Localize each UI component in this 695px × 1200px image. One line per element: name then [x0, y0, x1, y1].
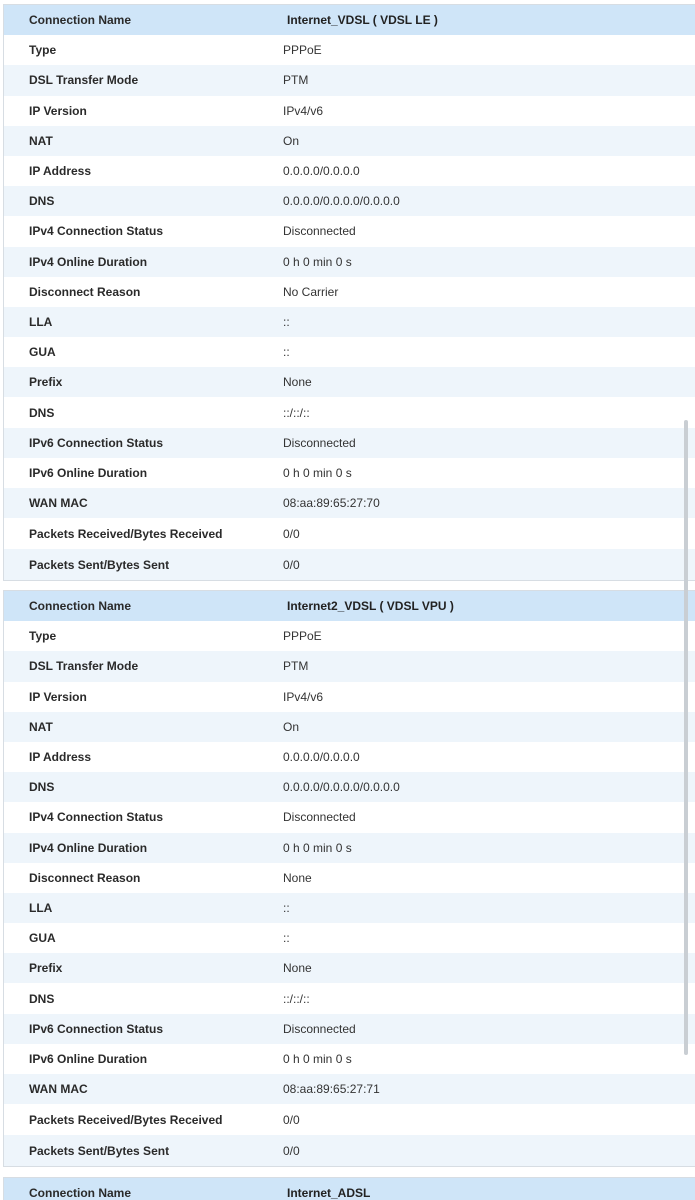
info-row — [4, 953, 695, 983]
row-label: Packets Sent/Bytes Sent — [29, 1143, 170, 1158]
row-label: IPv6 Online Duration — [29, 465, 148, 480]
row-label: DNS — [29, 405, 55, 420]
row-label: DNS — [29, 780, 55, 795]
row-value: IPv4/v6 — [283, 103, 324, 118]
row-label: Disconnect Reason — [29, 870, 141, 885]
row-value: :: — [283, 345, 290, 360]
info-row — [4, 1074, 695, 1104]
row-label: WAN MAC — [29, 1082, 88, 1097]
row-label: Prefix — [29, 375, 63, 390]
info-row — [4, 35, 695, 65]
row-label: Packets Sent/Bytes Sent — [29, 557, 170, 572]
connection-name-row — [4, 591, 695, 621]
row-value: Disconnected — [283, 435, 356, 450]
row-value: 0 h 0 min 0 s — [283, 1051, 352, 1066]
row-label: LLA — [29, 314, 53, 329]
info-row — [4, 1014, 695, 1044]
info-row — [4, 518, 695, 549]
info-row — [4, 923, 695, 953]
connection-name-label: Connection Name — [29, 599, 132, 614]
row-value: 0.0.0.0/0.0.0.0 — [283, 164, 360, 179]
row-value: 0/0 — [283, 526, 300, 541]
row-label: DNS — [29, 194, 55, 209]
info-row — [4, 833, 695, 863]
row-label: IPv4 Connection Status — [29, 224, 164, 239]
row-value: IPv4/v6 — [283, 689, 324, 704]
row-value: PTM — [283, 73, 309, 88]
connection-panel-internet-adsl — [3, 1177, 695, 1200]
connection-name-label: Connection Name — [29, 13, 132, 28]
info-row — [4, 651, 695, 681]
info-row — [4, 1044, 695, 1074]
row-value: 0 h 0 min 0 s — [283, 840, 352, 855]
info-row — [4, 712, 695, 742]
connection-name-row — [4, 1178, 695, 1200]
connection-name-row — [4, 5, 695, 35]
row-value: 0 h 0 min 0 s — [283, 254, 352, 269]
row-label: IPv4 Online Duration — [29, 840, 148, 855]
row-value: PPPoE — [283, 629, 322, 644]
info-row — [4, 621, 695, 651]
row-value: No Carrier — [283, 284, 339, 299]
row-label: Packets Received/Bytes Received — [29, 526, 223, 541]
row-label: IP Version — [29, 689, 87, 704]
row-label: Disconnect Reason — [29, 284, 141, 299]
row-value: ::/::/:: — [283, 991, 310, 1006]
info-row — [4, 186, 695, 216]
vertical-scrollbar-thumb[interactable] — [684, 420, 688, 1055]
row-label: IPv6 Connection Status — [29, 435, 164, 450]
info-row — [4, 216, 695, 246]
row-label: IP Version — [29, 103, 87, 118]
connection-panel-internet2-vdsl — [3, 590, 695, 1167]
row-value: 0 h 0 min 0 s — [283, 465, 352, 480]
row-value: 08:aa:89:65:27:70 — [283, 496, 380, 511]
info-row — [4, 802, 695, 832]
connection-name-label: Connection Name — [29, 1186, 132, 1200]
info-row — [4, 367, 695, 397]
row-label: IP Address — [29, 750, 92, 765]
info-row — [4, 893, 695, 923]
row-label: DNS — [29, 991, 55, 1006]
row-value: 0/0 — [283, 1112, 300, 1127]
info-row — [4, 277, 695, 307]
info-row — [4, 397, 695, 427]
row-value: None — [283, 870, 312, 885]
row-value: 0/0 — [283, 1143, 300, 1158]
row-value: Disconnected — [283, 224, 356, 239]
info-row — [4, 1104, 695, 1135]
row-value: 0.0.0.0/0.0.0.0/0.0.0.0 — [283, 780, 400, 795]
row-value: 08:aa:89:65:27:71 — [283, 1082, 380, 1097]
row-label: IP Address — [29, 164, 92, 179]
row-label: DSL Transfer Mode — [29, 73, 139, 88]
row-value: Disconnected — [283, 810, 356, 825]
info-row — [4, 307, 695, 337]
info-row — [4, 428, 695, 458]
info-row — [4, 863, 695, 893]
row-label: Type — [29, 43, 57, 58]
info-row — [4, 337, 695, 367]
info-row — [4, 488, 695, 518]
row-value: PTM — [283, 659, 309, 674]
info-row — [4, 983, 695, 1013]
row-label: DSL Transfer Mode — [29, 659, 139, 674]
info-row — [4, 156, 695, 186]
row-label: WAN MAC — [29, 496, 88, 511]
row-value: Disconnected — [283, 1021, 356, 1036]
row-value: On — [283, 719, 300, 734]
connection-panel-internet-vdsl — [3, 4, 695, 581]
row-value: On — [283, 133, 300, 148]
row-label: NAT — [29, 719, 53, 734]
row-label: Type — [29, 629, 57, 644]
connection-name-value: Internet2_VDSL ( VDSL VPU ) — [287, 599, 454, 614]
row-label: IPv4 Connection Status — [29, 810, 164, 825]
info-row — [4, 549, 695, 580]
row-value: PPPoE — [283, 43, 322, 58]
row-label: IPv6 Connection Status — [29, 1021, 164, 1036]
info-row — [4, 682, 695, 712]
row-label: Packets Received/Bytes Received — [29, 1112, 223, 1127]
row-value: 0/0 — [283, 557, 300, 572]
row-label: IPv6 Online Duration — [29, 1051, 148, 1066]
row-label: GUA — [29, 345, 56, 360]
row-label: NAT — [29, 133, 53, 148]
info-row — [4, 65, 695, 95]
info-row — [4, 247, 695, 277]
info-row — [4, 126, 695, 156]
info-row — [4, 742, 695, 772]
info-row — [4, 1135, 695, 1166]
row-value: 0.0.0.0/0.0.0.0 — [283, 750, 360, 765]
row-value: None — [283, 375, 312, 390]
row-label: GUA — [29, 931, 56, 946]
connection-name-value: Internet_ADSL — [287, 1186, 371, 1200]
row-value: None — [283, 961, 312, 976]
info-row — [4, 458, 695, 488]
row-value: :: — [283, 900, 290, 915]
row-label: Prefix — [29, 961, 63, 976]
row-value: 0.0.0.0/0.0.0.0/0.0.0.0 — [283, 194, 400, 209]
row-label: LLA — [29, 900, 53, 915]
row-value: :: — [283, 931, 290, 946]
row-value: ::/::/:: — [283, 405, 310, 420]
row-label: IPv4 Online Duration — [29, 254, 148, 269]
info-row — [4, 96, 695, 126]
row-value: :: — [283, 314, 290, 329]
connection-name-value: Internet_VDSL ( VDSL LE ) — [287, 13, 438, 28]
info-row — [4, 772, 695, 802]
